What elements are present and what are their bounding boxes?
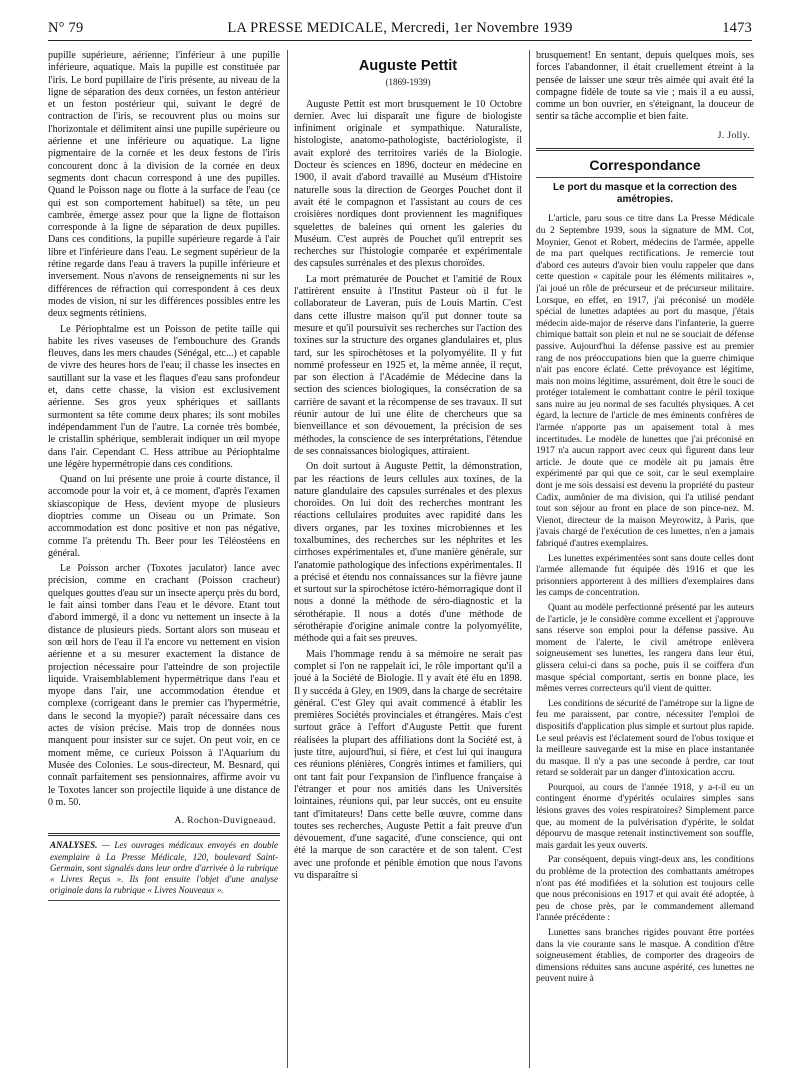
journal-title: LA PRESSE MEDICALE, Mercredi, 1er Novembre 1939 bbox=[227, 20, 573, 36]
paragraph: La mort prématurée de Pouchet et l'amitié de Roux l'attirèrent ensuite à l'Institut Pasteur où il fut le collaborateur de Laveran, puis de Louis Martin. C'est dans cette illustre maison qu'il put donner toute sa mesure et qu'il poursuivit ses recherches sur l'action des toxines sur la structure des organes glandulaires et, plus tard, sur les spirochètoses et la polyomyélite. Il y fut nommé professeur en 1925 et, la même année, il reçut, par son élection à l'Académie de Médecine dans la section des sciences biologiques, la consécration de sa carrière de savant et la récompense de ses travaux. Il sut réunir autour de lui une élite de chercheurs que sa bienveillance et son dévouement, la précision de ses méthodes, la conscience de ses interprétations, l'étendue de ses connaissances biologiques, attiraient. bbox=[294, 273, 522, 457]
page-number: 1473 bbox=[722, 20, 752, 36]
author-signature: A. Rochon-Duvigneaud. bbox=[174, 816, 276, 827]
section-divider bbox=[536, 148, 754, 151]
title-rule bbox=[536, 177, 754, 178]
paragraph: L'article, paru sous ce titre dans La Presse Médicale du 2 Septembre 1939, sous la signature de MM. Cot, Moynier, Genot et Robert, médecins de l'armée, appelle de ma part quelques rectifications. Je remercie tout d'abord ces auteurs d'avoir bien voulu rappeler que dans cette question « capitale pour les éléments militaires », j'ai joué un rôle de précurseur et de précurseur militaire. Lorsque, en effet, en 1917, j'ai préconisé un modèle spécial de lunettes adaptées au port du masque, j'étais médecin aide-major de réserve dans l'infanterie, la guerre chimique battait son plein et nul ne se souciait de défense passive. Aujourd'hui la défense passive est au premier rang de nos préoccupations bien que la guerre chimique n'ait pas encore éclaté. Cette prévoyance est légitime, mais non moins légitime, assurément, doit être le souci de protéger totalement le combattant contre le péril toxique sans nuire au jeu normal de ses facultés physiques. A cet égard, la lecture de l'article de mes éminents confrères de l'armée n'apporte pas un apaisement total à mes incertitudes. Le modèle de lunettes que j'ai préconisé en 1917 n'a aucun rapport avec ceux qui figurent dans leur article. Je doute que ce modèle ait pu jamais être expérimenté par qui que ce soit, car le seul exemplaire dont je me sois dessaisi est devenu la propriété du pasteur Cadix, aumônier de ma division, qui l'a utilisé pendant tout son séjour au front en place de son pince-nez. M. Vienot, directeur de la maison Meyrowitz, à Paris, que j'avais chargé de l'exécution de ces lunettes, n'en a jamais fabriqué d'autres exemplaires. bbox=[536, 214, 754, 549]
obituary-dates: (1869-1939) bbox=[385, 77, 431, 88]
paragraph: Le Poisson archer (Toxotes jaculator) lance avec précision, comme en crachant (Poisson cracheur) quelques gouttes d'eau sur un insecte aperçu près du bord, le fait ainsi tomber dans l'eau et le dévore. Etant tout d'abord immergé, il a donc vu nettement un insecte à la distance de plusieurs pieds. Sortant alors son museau et son œil hors de l'eau il l'a encore vu nettement en vision aérienne et a su mesurer exactement la distance de projection nécessaire pour l'atteindre de son projectile liquide. Vraisemblablement hypermétrique dans l'eau et myope dans l'air, une accommodation étendue et complexe (corrigeant dans le premier cas l'hypermétrie, dans le second la myopie?) paraît nécessaire dans ces actes de vision précise. Mais trop de données nous manquent pour insister sur ce sujet. On peut voir, en ce moment même, ce curieux Poisson à l'Aquarium du Musée des Colonies. Le sous-directeur, M. Besnard, qui connaît parfaitement ses pensionnaires, affirme avoir vu le Toxotes lancer son projectile liquide à une distance de 0 m. 50. bbox=[48, 563, 280, 808]
paragraph: Lunettes sans branches rigides pouvant être portées dans la vie courante sans le masque. A condition d'être soigneusement établies, de comporter des drageoirs de dimensions réduites sans aucune aspérité, ces lunettes ne peuvent nuire à bbox=[536, 928, 754, 985]
column-3 bbox=[536, 50, 754, 1068]
header-rule bbox=[48, 40, 752, 41]
paragraph: Auguste Pettit est mort brusquement le 10 Octobre dernier. Avec lui disparaît une figure de biologiste infiniment originale et sympathique. Naturaliste, histologiste, anatomo-pathologiste, bactériologiste, il avait exploré des territoires variés de la Biologie. Docteur ès sciences en 1896, docteur en médecine en 1900, il avait d'abord travaillé au Muséum d'Histoire naturelle sous la direction de Georges Pouchet dont il avait été le compagnon et l'assistant au cours de ces croisières nordiques dont proviennent les magnifiques squelettes de baleines qui ornent les galeries du Muséum. C'est auprès de Pouchet qu'il entreprit ses recherches sur l'histologie comparée et expérimentale des capsules surrénales et des plexus choroïdes. bbox=[294, 98, 522, 270]
article-subtitle: Le port du masque et la correction des amétropies. bbox=[553, 182, 737, 206]
paragraph: On doit surtout à Auguste Pettit, la démonstration, par les réactions de leurs cellules aux toxines, de la nature glandulaire des capsules surrénales et des plexus choroïdes. On lui doit des recherches montrant les réactions cellulaires produites avec rapidité dans les divers organes, par les toxines microbiennes et les toxalbumines, des recherches sur les néphrites et les cirrhoses expérimentales et, d'une manière générale, sur l'anatomie pathologique des infections expérimentales. Il a précisé et étendu nos connaissances sur la fièvre jaune et surtout sur la spirochétose ictéro-hémorragique dont il nous a donné la méthode de séro-diagnostic et la sérothérapie. Il nous a dotés d'une méthode de sérothérapie d'origine animale contre la polyomyélite, méthode qui a fait ses preuves. bbox=[294, 461, 522, 645]
section-divider bbox=[48, 833, 280, 836]
paragraph: Par conséquent, depuis vingt-deux ans, les conditions du problème de la protection des combattants amétropes n'ont pas été modifiées et la solution est toujours celle que nous préconisions en 1917 et qui avait été adoptée, à peu de chose près, par le commandement allemand l'année précédente : bbox=[536, 855, 754, 924]
column-separator-1 bbox=[287, 50, 288, 1068]
paragraph: Quant au modèle perfectionné présenté par les auteurs de l'article, je le considère comme excellent et j'approuve sans réserve son emploi pour la défense passive. Au moment de l'alerte, le civil amétrope enlèvera soigneusement ses lunettes, les rangera dans leur étui, glissera celui-ci dans sa poche, puis il se coiffera d'un masque spécial comportant, sertis en bonne place, les mêmes verres correcteurs qu'il vient de quitter. bbox=[536, 602, 754, 695]
paragraph: Les conditions de sécurité de l'amétrope sur la ligne de feu me paraissent, par contre, nécessiter l'emploi de dispositifs d'application plus simple et surtout plus rapide. Le seul préavis est l'éclatement sourd de l'obus toxique et la meilleure sauvegarde est la mise en place instantanée du masque. Il n'y a pas une seconde à perdre, car tout retard se solderait par un danger d'intoxication accru. bbox=[536, 698, 754, 779]
section-title: Correspondance bbox=[589, 157, 701, 174]
author-signature: J. Jolly. bbox=[717, 130, 750, 141]
column-2 bbox=[294, 50, 522, 1068]
section-divider bbox=[48, 900, 280, 901]
column-separator-2 bbox=[529, 50, 530, 1068]
page-header bbox=[48, 18, 752, 42]
analyses-text: — Les ouvrages médicaux envoyés en double exemplaire à La Presse Médicale, 120, boulevard Saint-Germain, sont signalés dans leur ordre d'arrivée à la rubrique « Livres Reçus ». Ils font ensuite l'objet d'une analyse originale dans la rubrique « Livres Nouveaux ». bbox=[50, 840, 278, 896]
analyses-label: ANALYSES. bbox=[50, 840, 98, 851]
paragraph: Quand on lui présente une proie à courte distance, il accomode pour la voir et, à ce moment, d'après l'examen skiascopique de Hess, devient myope de plusieurs dioptries comme un Oiseau ou un Primate. Son accommodation est donc positive et non pas négative, comme l'a prétendu Th. Beer pour les Téléostéens en général. bbox=[48, 474, 280, 559]
paragraph: Mais l'hommage rendu à sa mémoire ne serait pas complet si l'on ne rappelait ici, le rôle important qu'il a joué à la Société de Biologie. Il y avait été élu en 1898. Il y succéda à Gley, en 1909, dans la charge de secrétaire général. C'est Gley qui avait commencé à établir les premières Sociétés provinciales et étrangères. Mais c'est surtout grâce à l'effort d'Auguste Pettit que furent réalisées la plupart des affiliations dont la Société est, à juste titre, aujourd'hui, si fière, et c'est lui qui inaugura ces réunions plénières, Congrès intimes et familiers, qui ont tant fait pour l'expansion de l'influence française à l'étranger et pour nos amitiés dans les Universités lointaines, réunions qui, par leur succès, ont eu ensuite tant d'imitateurs! Dans cette belle œuvre, comme dans toutes ses recherches, Auguste Pettit a fait preuve d'un dévouement, d'une sagacité, d'une conscience, qui ont été la marque de son caractère et de son talent. C'est avec une profonde et pénible émotion que nous l'avons vu disparaître si bbox=[294, 648, 522, 881]
issue-number: N° 79 bbox=[48, 20, 84, 36]
obituary-title: Auguste Pettit bbox=[358, 58, 458, 74]
analyses-note bbox=[48, 840, 280, 896]
column-1 bbox=[48, 50, 280, 1068]
paragraph: brusquement! En sentant, depuis quelques mois, ses forces l'abandonner, il était cruellement étreint à la pensée de laisser une sœur très aimée qui avait été la compagne fidèle de toute sa vie ; mais il a eu aussi, comme un bon ouvrier, en s'éteignant, la douceur de sentir sa tâche accomplie et bien faite. bbox=[536, 50, 754, 123]
paragraph: Le Périophtalme est un Poisson de petite taille qui habite les rives vaseuses de l'embouchure des Grands fleuves, dans les mers chaudes (Sénégal, etc...) et capable de vivre des heures hors de l'eau; il chasse les insectes en sautillant sur la vase et les flaques d'eau sans profondeur et, dans cette chasse, la vision est exclusivement aérienne. Ses gros yeux sphériques et saillants surmontent sa tête comme deux phares; ils sont mobiles indépendamment l'un de l'autre. La cornée très bombée, le cristallin sphérique, semblerait indiquer un œil myope dans l'air. Cependant C. Hess attribue au Périophtalme une légère hypermétropie dans ces conditions. bbox=[48, 323, 280, 470]
paragraph: Pourquoi, au cours de l'année 1918, y a-t-il eu un contingent énorme d'ypérités oculaires simples sans lésions graves des voies respiratoires? Simplement parce que, au moment de la pulvérisation d'ypérite, le soldat dépourvu de masque retenait instinctivement son souffle, mais gardait les yeux ouverts. bbox=[536, 782, 754, 851]
paragraph: Les lunettes expérimentées sont sans doute celles dont l'armée allemande fut équipée dès 1916 et que les prisonniers apporterent à des milliers d'exemplaires dans les camps de concentration. bbox=[536, 553, 754, 599]
paragraph: pupille supérieure, aérienne; l'inférieur à une pupille inférieure, aquatique. Mais la pupille est constituée par l'iris. Le bord pupillaire de l'iris présente, au niveau de la ligne de séparation des deux cornées, un feston antérieur et un feston postérieur qui, suivant le degré de contraction de l'iris, se recouvrent plus ou moins sur l'horizontale et délimitent ainsi une pupille supérieure ou aérienne et une inférieure ou aquatique. La ligne pigmentaire de la cornée et les deux festons de l'iris concourent donc à la division de la cornée en deux segments dont chacun correspond à une des pupilles. Quand le Poisson nage ou flotte à la surface de l'eau (ce qui est son comportement habituel) sa tête, un peu cambrée, émerge assez pour que la ligne de flottaison corresponde à la ligne de séparation de deux pupilles. Dans ces conditions, la pupille supérieure regarde à l'air libre et l'inférieure dans l'eau. Le segment supérieur de la rétine regarde dans l'eau à travers la pupille inférieure et inversement. Nous n'avons de renseignements ni sur les différences de réfraction qui correspondent à ces deux modes de vision, ni sur les différences possibles entre les deux segments rétiniens. bbox=[48, 50, 280, 320]
